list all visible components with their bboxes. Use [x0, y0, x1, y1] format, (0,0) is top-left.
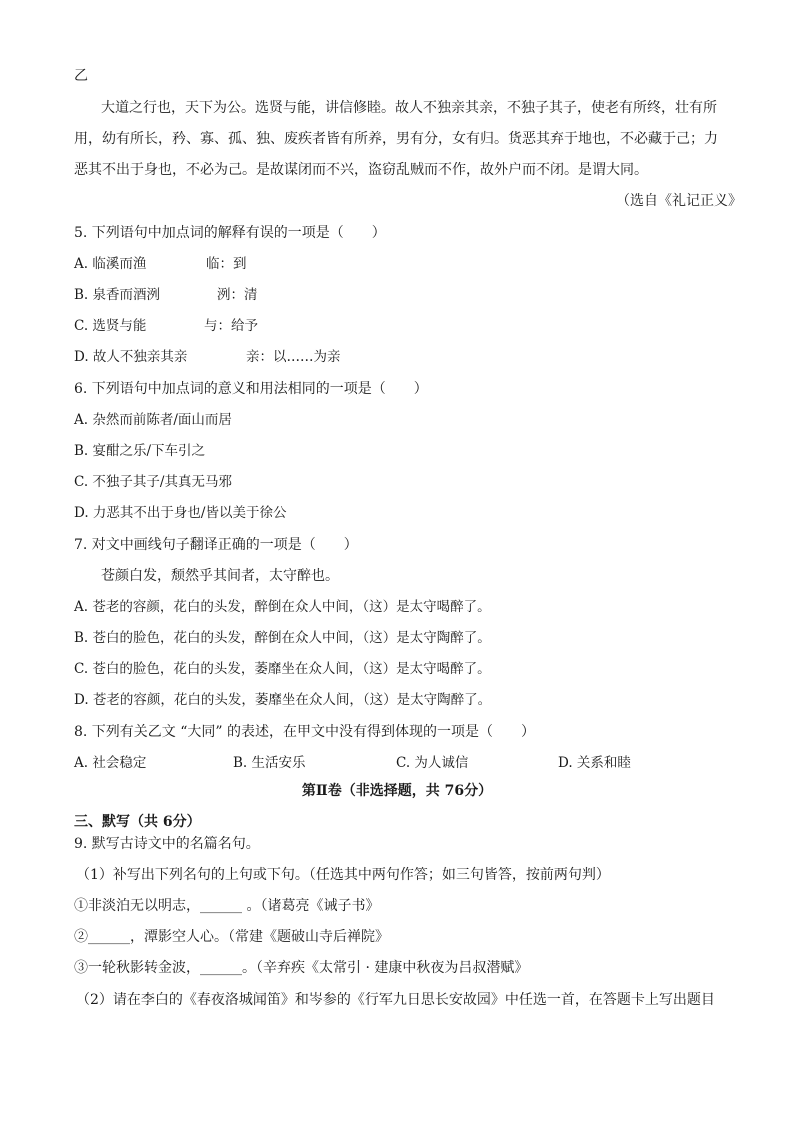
passage-line: 大道之行也，天下为公。选贤与能，讲信修睦。故人不独亲其亲，不独子其子，使老有所终，壮有所: [101, 100, 717, 116]
option-gloss: 与：给予: [204, 318, 258, 334]
option-text: A. 临溪而渔: [74, 256, 147, 272]
question-9-item: ①非淡泊无以明志，______ 。（诸葛亮《诫子书》: [74, 898, 380, 914]
option-gloss: 临：到: [206, 256, 247, 272]
question-5-option: [74, 347, 724, 367]
option-text: B. 泉香而酒洌: [74, 287, 161, 303]
question-6-option: D. 力恶其不出于身也/皆以美于徐公: [74, 505, 287, 521]
part-2-heading: 第Ⅱ卷（非选择题，共 76分）: [301, 783, 493, 799]
question-9-sub1: （1）补写出下列名句的上句或下句。（任选其中两句作答；如三句皆答，按前两句判）: [76, 867, 610, 883]
passage-line: 用，幼有所长，矜、寡、孤、独、废疾者皆有所养，男有分，女有归。货恶其弃于地也，不必藏于己；力: [74, 131, 718, 147]
question-5-option: [74, 254, 724, 274]
option-gloss: 亲：以……为亲: [246, 349, 341, 365]
question-7-option: C. 苍白的脸色，花白的头发，萎靡坐在众人间，（这）是太守喝醉了。: [74, 661, 491, 677]
question-7-option: B. 苍白的脸色，花白的头发，醉倒在众人中间，（这）是太守陶醉了。: [74, 630, 491, 646]
passage-source: （选自《礼记正义》: [616, 193, 742, 209]
question-8-option: B. 生活安乐: [233, 755, 306, 771]
passage-label: 乙: [74, 68, 88, 84]
question-8-stem: 8. 下列有关乙文 “大同” 的表述，在甲文中没有得到体现的一项是（ ）: [74, 724, 536, 740]
passage-line: 恶其不出于身也，不必为己。是故谋闭而不兴，盗窃乱贼而不作，故外户而不闭。是谓大同。: [74, 162, 648, 178]
option-text: C. 选贤与能: [74, 318, 147, 334]
question-6-option: C. 不独子其子/其真无马邪: [74, 474, 232, 490]
section-heading: 三、默写（共 6分）: [74, 814, 201, 830]
question-7-option: A. 苍老的容颜，花白的头发，醉倒在众人中间，（这）是太守喝醉了。: [74, 599, 491, 615]
question-9-item: ②______，潭影空人心。（常建《题破山寺后禅院》: [74, 929, 389, 945]
question-6-option: B. 宴酣之乐/下车引之: [74, 443, 206, 459]
option-gloss: 洌：清: [217, 287, 258, 303]
question-7-option: D. 苍老的容颜，花白的头发，萎靡坐在众人间，（这）是太守陶醉了。: [74, 692, 492, 708]
option-text: D. 故人不独亲其亲: [74, 349, 188, 365]
question-9-item: ③一轮秋影转金波，______。（辛弃疾《太常引 · 建康中秋夜为吕叔潜赋》: [74, 960, 529, 976]
question-9-sub2: （2）请在李白的《春夜洛城闻笛》和岑参的《行军九日思长安故园》中任选一首，在答题卡上写出题目: [76, 992, 715, 1008]
question-7-stem: 7. 对文中画线句子翻译正确的一项是（ ）: [74, 537, 358, 553]
question-6-option: A. 杂然而前陈者/面山而居: [74, 412, 232, 428]
question-7-quote: 苍颜白发，颓然乎其间者，太守醉也。: [101, 568, 339, 584]
question-5-option: [74, 316, 724, 336]
question-5-stem: 5. 下列语句中加点词的解释有误的一项是（ ）: [74, 225, 386, 241]
question-5-option: [74, 285, 724, 305]
question-8-option: C. 为人诚信: [396, 755, 469, 771]
question-6-stem: 6. 下列语句中加点词的意义和用法相同的一项是（ ）: [74, 381, 428, 397]
question-8-option: A. 社会稳定: [74, 755, 147, 771]
question-9-stem: 9. 默写古诗文中的名篇名句。: [74, 836, 260, 852]
question-8-option: D. 关系和睦: [558, 755, 631, 771]
